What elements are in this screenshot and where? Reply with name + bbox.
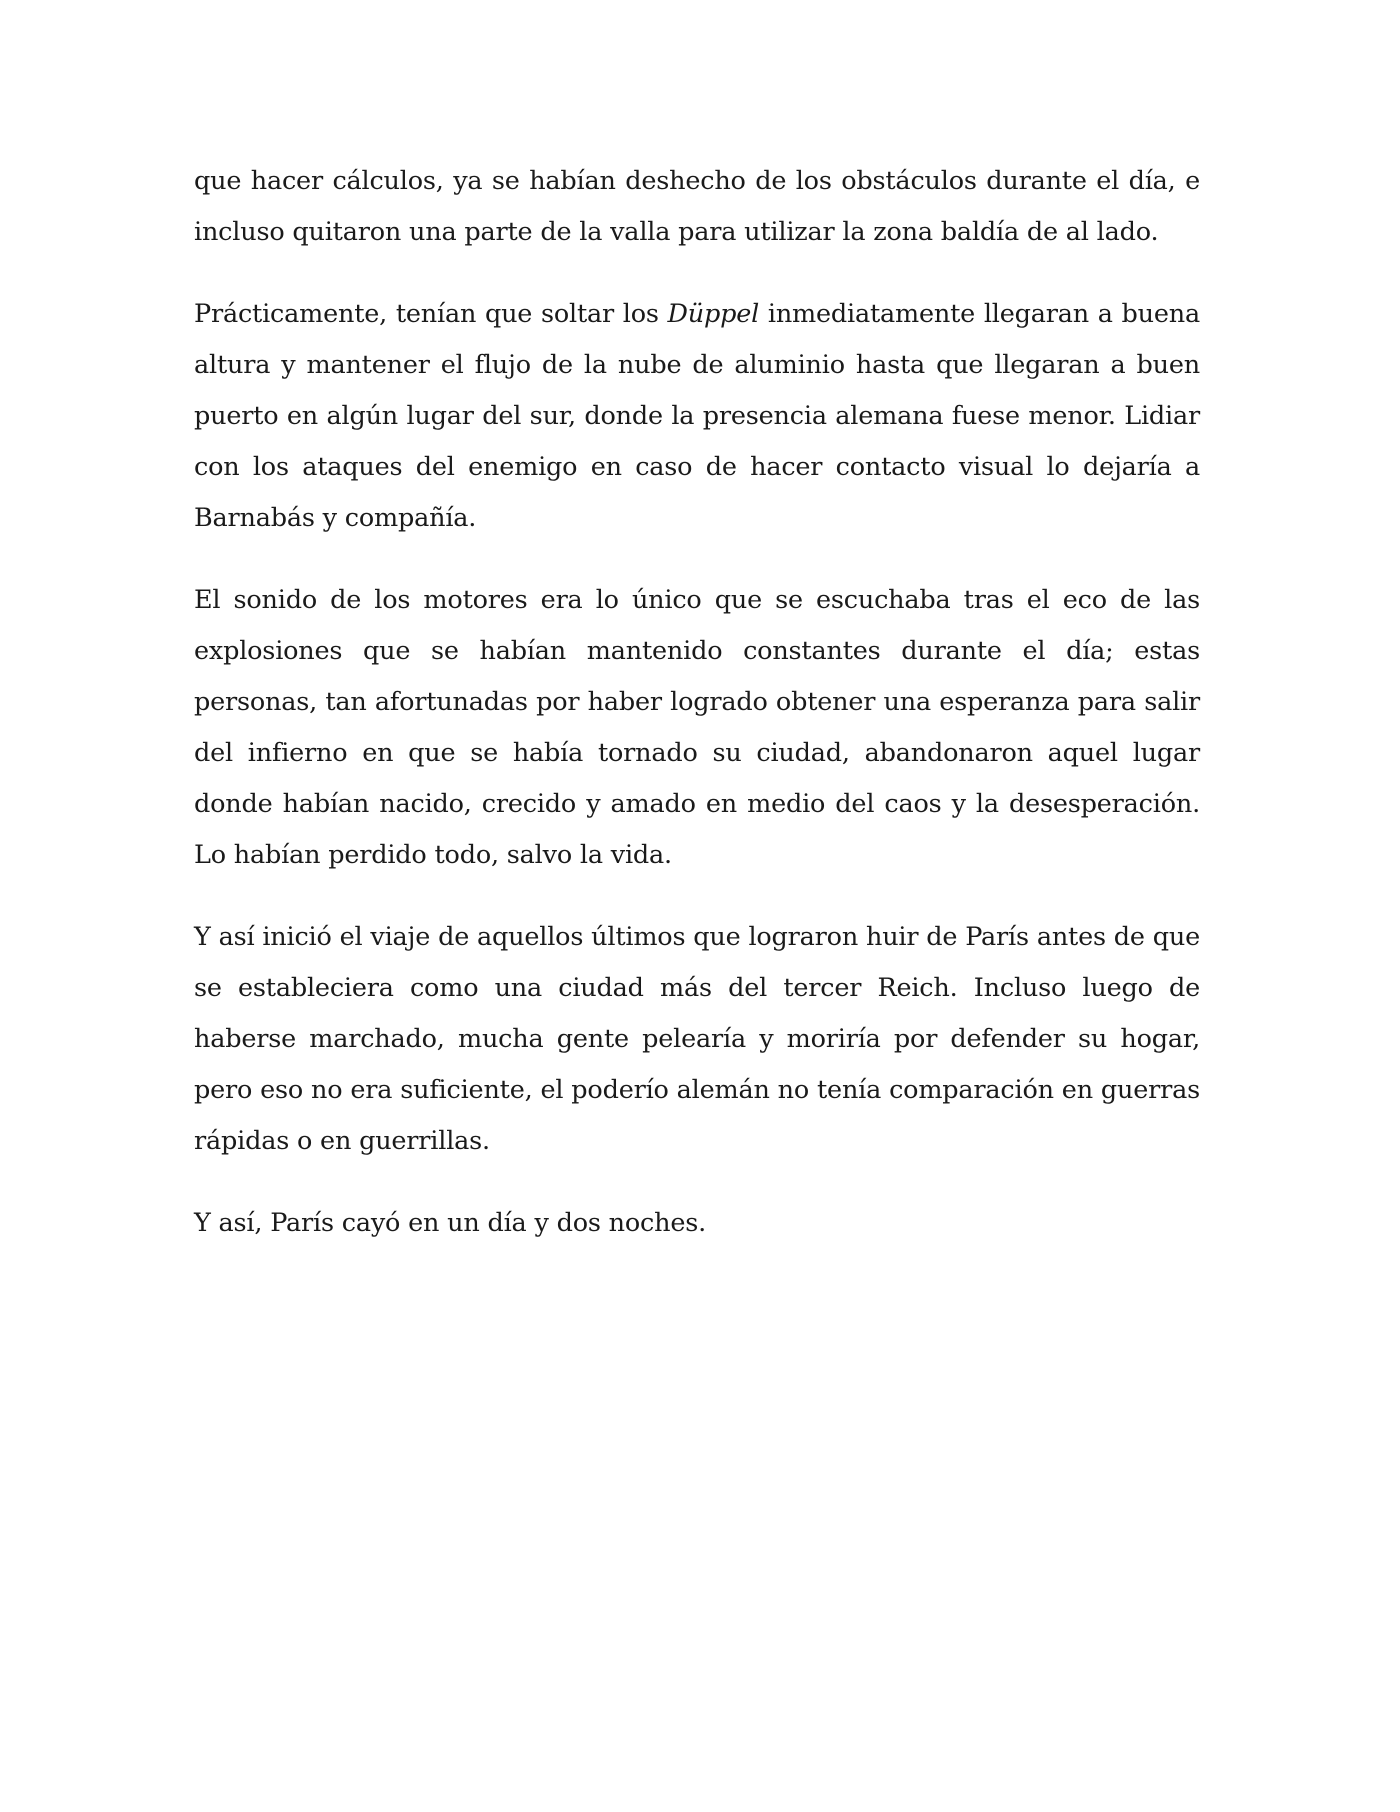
body-text (194, 156, 1200, 1249)
paragraph-5: Y así, París cayó en un día y dos noches. (194, 1208, 706, 1238)
paragraph-4: Y así inició el viaje de aquellos últimos que lograron huir de París antes de que se estableciera como una ciudad más del tercer Reich. Incluso luego de haberse marchado, mucha gente pelearía y moriría por defender su hogar, pero eso no era suficiente, el poderío alemán no tenía comparación en guerras rápidas o en guerrillas. (194, 922, 1200, 1156)
paragraph-2 (194, 289, 1200, 544)
paragraph-1: que hacer cálculos, ya se habían deshecho de los obstáculos durante el día, e incluso quitaron una parte de la valla para utilizar la zona baldía de al lado. (194, 166, 1200, 247)
paragraph-2-lead: Prácticamente, tenían que soltar los (194, 299, 668, 329)
italic-term: Düppel (667, 299, 760, 329)
paragraph-2-rest: inmediatamente llegaran a buena altura y mantener el flujo de la nube de aluminio hasta que llegaran a buen puerto en algún lugar del sur, donde la presencia alemana fuese menor. Lidiar con los ataques del enemigo en caso de hacer contacto visual lo dejaría a Barnabás y compañía. (194, 299, 1200, 533)
paragraph-3: El sonido de los motores era lo único que se escuchaba tras el eco de las explosiones que se habían mantenido constantes durante el día; estas personas, tan afortunadas por haber logrado obtener una esperanza para salir del infierno en que se había tornado su ciudad, abandonaron aquel lugar donde habían nacido, crecido y amado en medio del caos y la desesperación. Lo habían perdido todo, salvo la vida. (194, 585, 1200, 870)
